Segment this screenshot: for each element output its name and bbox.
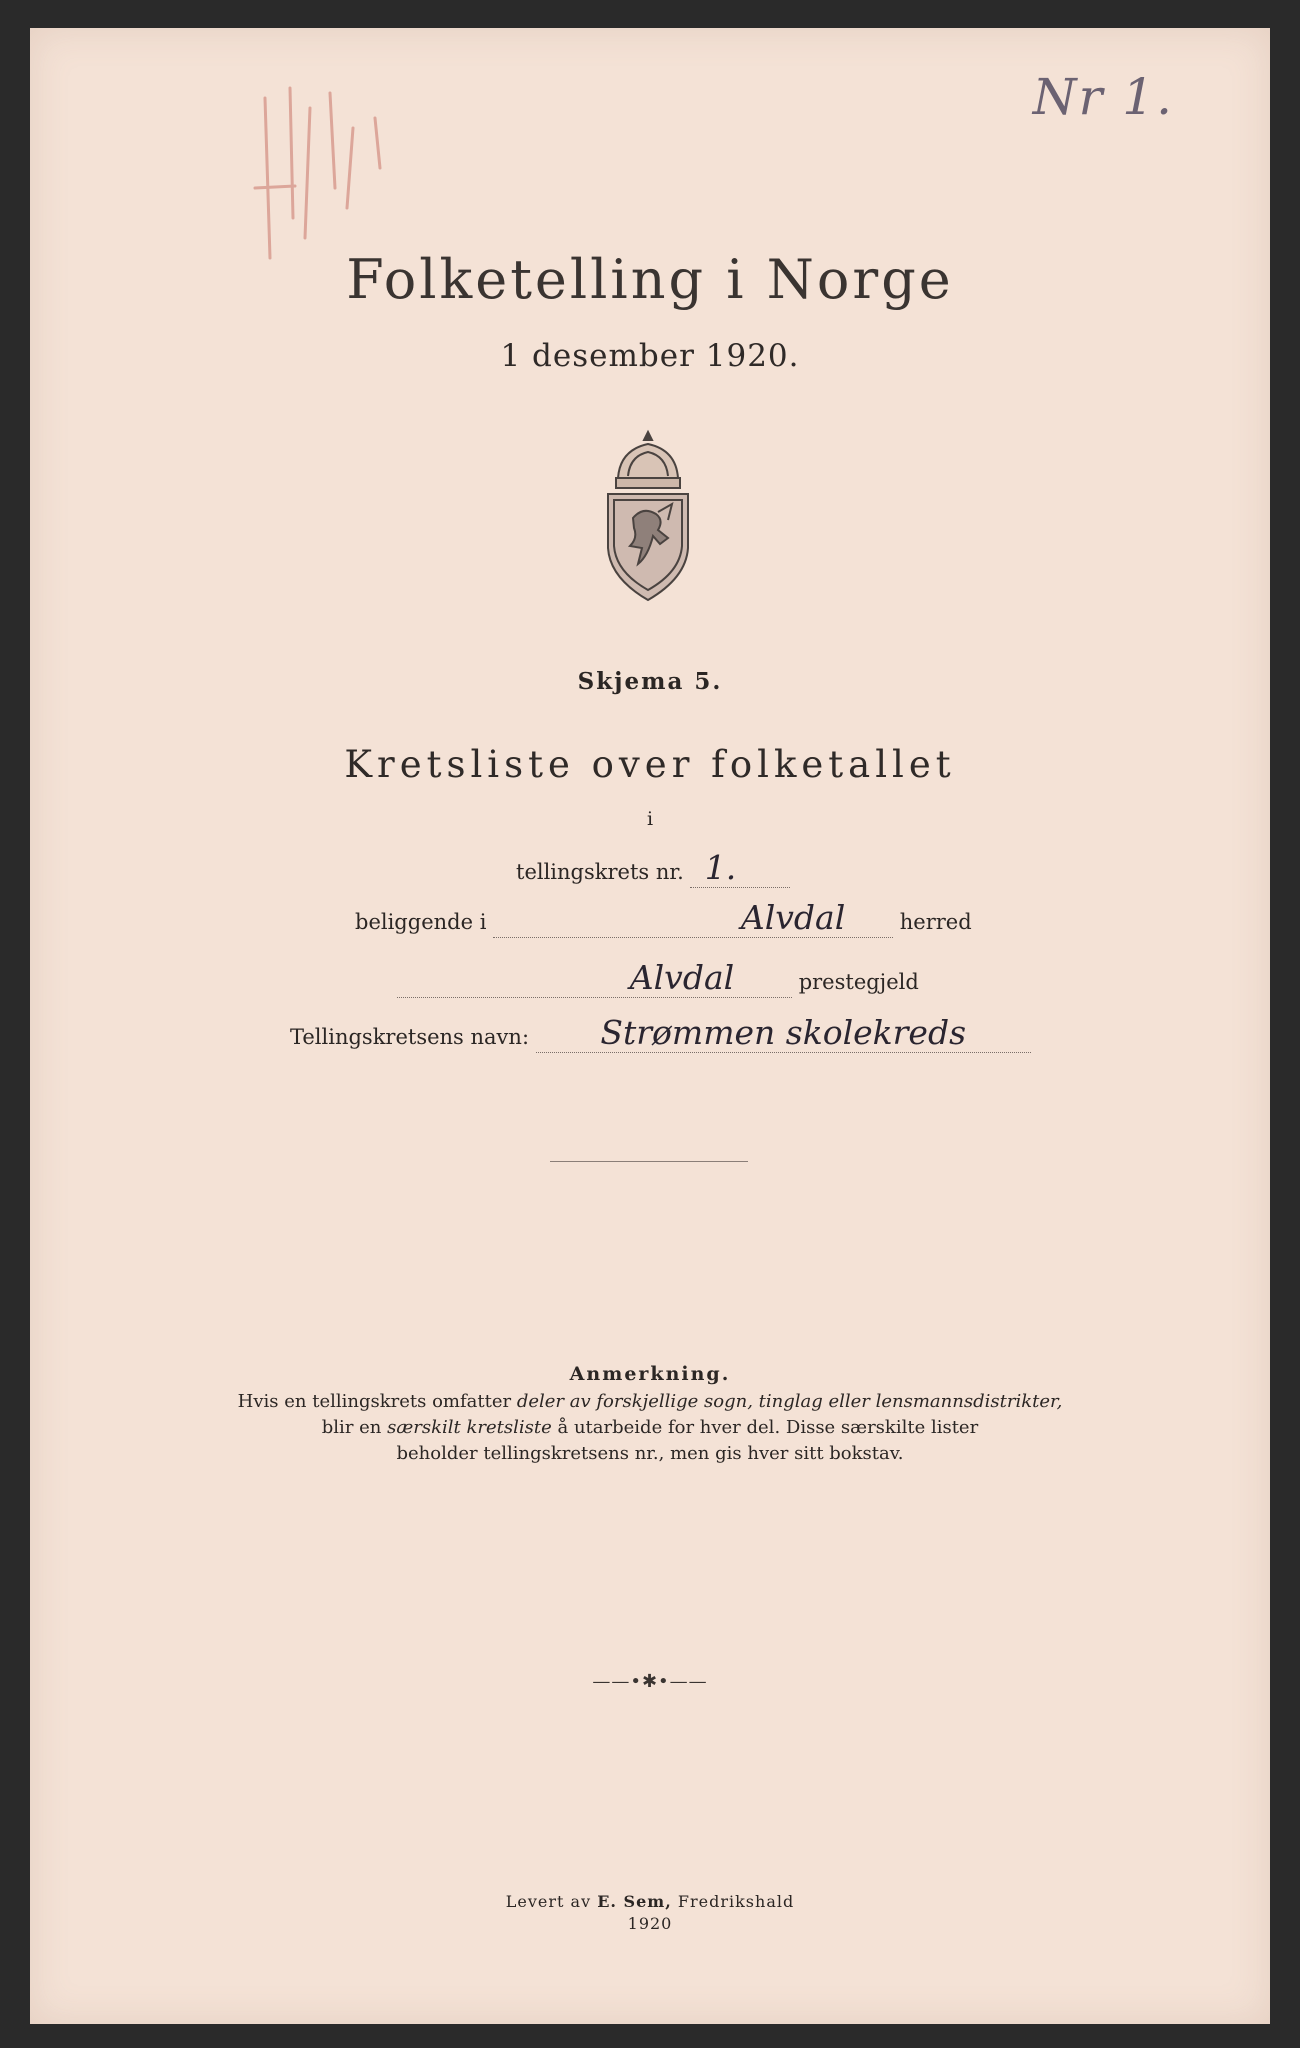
printer-year: 1920 (627, 1914, 673, 1933)
prestegjeld-label: prestegjeld (798, 970, 919, 994)
krets-label: tellingskrets nr. (516, 860, 684, 884)
field-kretsnavn (290, 1013, 1031, 1053)
krets-value: 1. (704, 848, 737, 887)
remark-line-2 (220, 1415, 1080, 1441)
printer-prefix: Levert av (505, 1892, 598, 1911)
remark-italic: særskilt kretsliste (387, 1417, 552, 1438)
norwegian-coat-of-arms-icon (598, 428, 698, 603)
corner-handwritten-note: Nr 1. (1032, 68, 1174, 126)
field-prestegjeld (397, 958, 919, 998)
ornament-divider: ——•✱•—— (592, 1671, 708, 1692)
remark-italic: deler av forskjellige sogn, tinglag eller lensmannsdistrikter, (516, 1391, 1063, 1412)
herred-value: Alvdal (740, 898, 846, 937)
herred-label: herred (899, 910, 972, 934)
printer-imprint (30, 1891, 1270, 1935)
field-tellingskrets (516, 848, 790, 888)
schema-number: Skjema 5. (577, 668, 723, 695)
document-date: 1 desember 1920. (500, 338, 800, 374)
navn-value: Strømmen skolekreds (600, 1013, 967, 1052)
remark-line-1 (220, 1389, 1080, 1415)
printer-line (30, 1891, 1270, 1913)
remark-text: blir en (321, 1417, 388, 1438)
remark-text: Hvis en tellingskrets omfatter (237, 1391, 517, 1412)
navn-label: Tellingskretsens navn: (290, 1025, 530, 1049)
beliggende-label: beliggende i (355, 910, 487, 934)
remark-title: Anmerkning. (569, 1363, 731, 1385)
section-divider (550, 1161, 748, 1162)
printer-place: Fredrikshald (671, 1892, 795, 1911)
form-heading: Kretsliste over folketallet (344, 743, 956, 786)
remark-text: å utarbeide for hver del. Disse særskilte lister (551, 1417, 979, 1438)
remark-line-3: beholder tellingskretsens nr., men gis hver sitt bokstav. (396, 1443, 904, 1464)
field-herred (355, 898, 972, 938)
document-title: Folketelling i Norge (346, 248, 954, 311)
census-form-page (30, 28, 1270, 2024)
printer-name: E. Sem, (597, 1892, 672, 1911)
faded-stamp-marks (235, 68, 425, 278)
prestegjeld-value: Alvdal (629, 958, 735, 997)
preposition-i: i (646, 808, 654, 830)
